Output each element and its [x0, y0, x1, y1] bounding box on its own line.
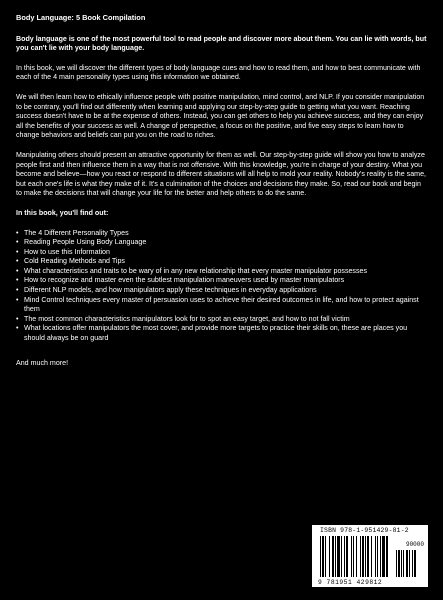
list-item: • The 4 Different Personality Types	[16, 229, 428, 239]
barcode-bar	[377, 536, 378, 577]
list-item: • What locations offer manipulators the most cover, and provide more targets to practice their skills on, these are places you should always be on guard	[16, 324, 428, 343]
barcode-bar	[344, 536, 345, 577]
barcode-bar	[380, 536, 381, 577]
body-paragraph: Manipulating others should present an attractive opportunity for them as well. Our step-by-step guide will show you how to analyze people first and then influence them in a way that is not offensive. With this knowledge, you're in charge of your destiny. What you become and believe—how you react or respond to different situations will all help to mold your reality. Nobody's reality is the same, but each one's life is what they make of it. It's a culmination of the choices and decisions they make. So, read our book and begin to make the decisions that will change your life for the better and help others to do the same.	[16, 150, 426, 198]
barcode-bar	[375, 536, 376, 577]
list-item: • Reading People Using Body Language	[16, 238, 428, 248]
barcode-bar	[322, 536, 324, 577]
closing-line: And much more!	[16, 358, 69, 367]
barcode-bar	[351, 536, 352, 577]
barcode-bar	[398, 550, 400, 577]
barcode-bar	[367, 536, 369, 577]
barcode-bar	[371, 536, 372, 577]
barcode-bar	[360, 536, 361, 577]
list-item: • Different NLP models, and how manipulators apply these techniques in everyday applications	[16, 286, 428, 296]
barcode-bar	[337, 536, 340, 577]
body-paragraph: In this book, we will discover the different types of body language cues and how to read them, and how to best communicate with each of the 4 main personality types using this information we obtained.	[16, 63, 421, 82]
list-heading: In this book, you'll find out:	[16, 208, 109, 217]
barcode-bar	[362, 536, 364, 577]
barcode-bar	[335, 536, 336, 577]
barcode-bar	[403, 550, 404, 577]
barcode-bar	[386, 536, 388, 577]
list-item: • Cold Reading Methods and Tips	[16, 257, 428, 267]
price-code: 90000	[405, 541, 424, 548]
barcode-bar	[325, 536, 326, 577]
barcode-bar	[412, 550, 413, 577]
barcode-bar	[382, 536, 385, 577]
barcode-bar	[329, 536, 330, 577]
barcode-bar	[414, 550, 416, 577]
barcode-bar	[341, 536, 342, 577]
barcode-bar	[396, 550, 397, 577]
list-item: • How to recognize and master even the subtlest manipulation maneuvers used by master manipulators	[16, 276, 428, 286]
barcode-bar	[406, 550, 408, 577]
feature-list	[16, 229, 428, 344]
barcode-bar	[365, 536, 366, 577]
barcode-bar	[332, 536, 334, 577]
lead-paragraph: Body language is one of the most powerful tool to read people and discover more about them. You can lie with words, but you can't lie with your body language.	[16, 34, 427, 53]
list-item: • Mind Control techniques every master of persuasion uses to achieve their desired outcomes in life, and how to protect against them	[16, 296, 428, 315]
barcode-bar	[356, 536, 357, 577]
body-paragraph: We will then learn how to ethically influence people with positive manipulation, mind control, and NLP. If you consider manipulation to be contrary, you'll find out differently when learning and applying our step-by-step guide to getting what you want. Reaching success doesn't have to be at the expense of others. Instead, you can get others to help you achieve success, and they can enjoy all the benefits of your success as well. A change of perspective, a focus on the positive, and five easy steps to learn how to change behaviors and beliefs can put you on the road to riches.	[16, 92, 425, 140]
isbn-label: ISBN 978-1-951429-81-2	[320, 527, 409, 534]
barcode-digits: 9 781951 429812	[318, 579, 383, 586]
barcode-bar	[409, 550, 410, 577]
list-item: • What characteristics and traits to be wary of in any new relationship that every master manipulator possesses	[16, 267, 428, 277]
cover-text	[16, 13, 428, 378]
list-item: • How to use this Information	[16, 248, 428, 258]
isbn-barcode	[312, 525, 428, 587]
barcode-bar	[346, 536, 348, 577]
barcode-bar	[320, 536, 321, 577]
book-title: Body Language: 5 Book Compilation	[16, 13, 146, 22]
list-item: • The most common characteristics manipulators look for to spot an easy target, and how to not fall victim	[16, 315, 428, 325]
barcode-bar	[401, 550, 402, 577]
barcode-bar	[353, 536, 354, 577]
